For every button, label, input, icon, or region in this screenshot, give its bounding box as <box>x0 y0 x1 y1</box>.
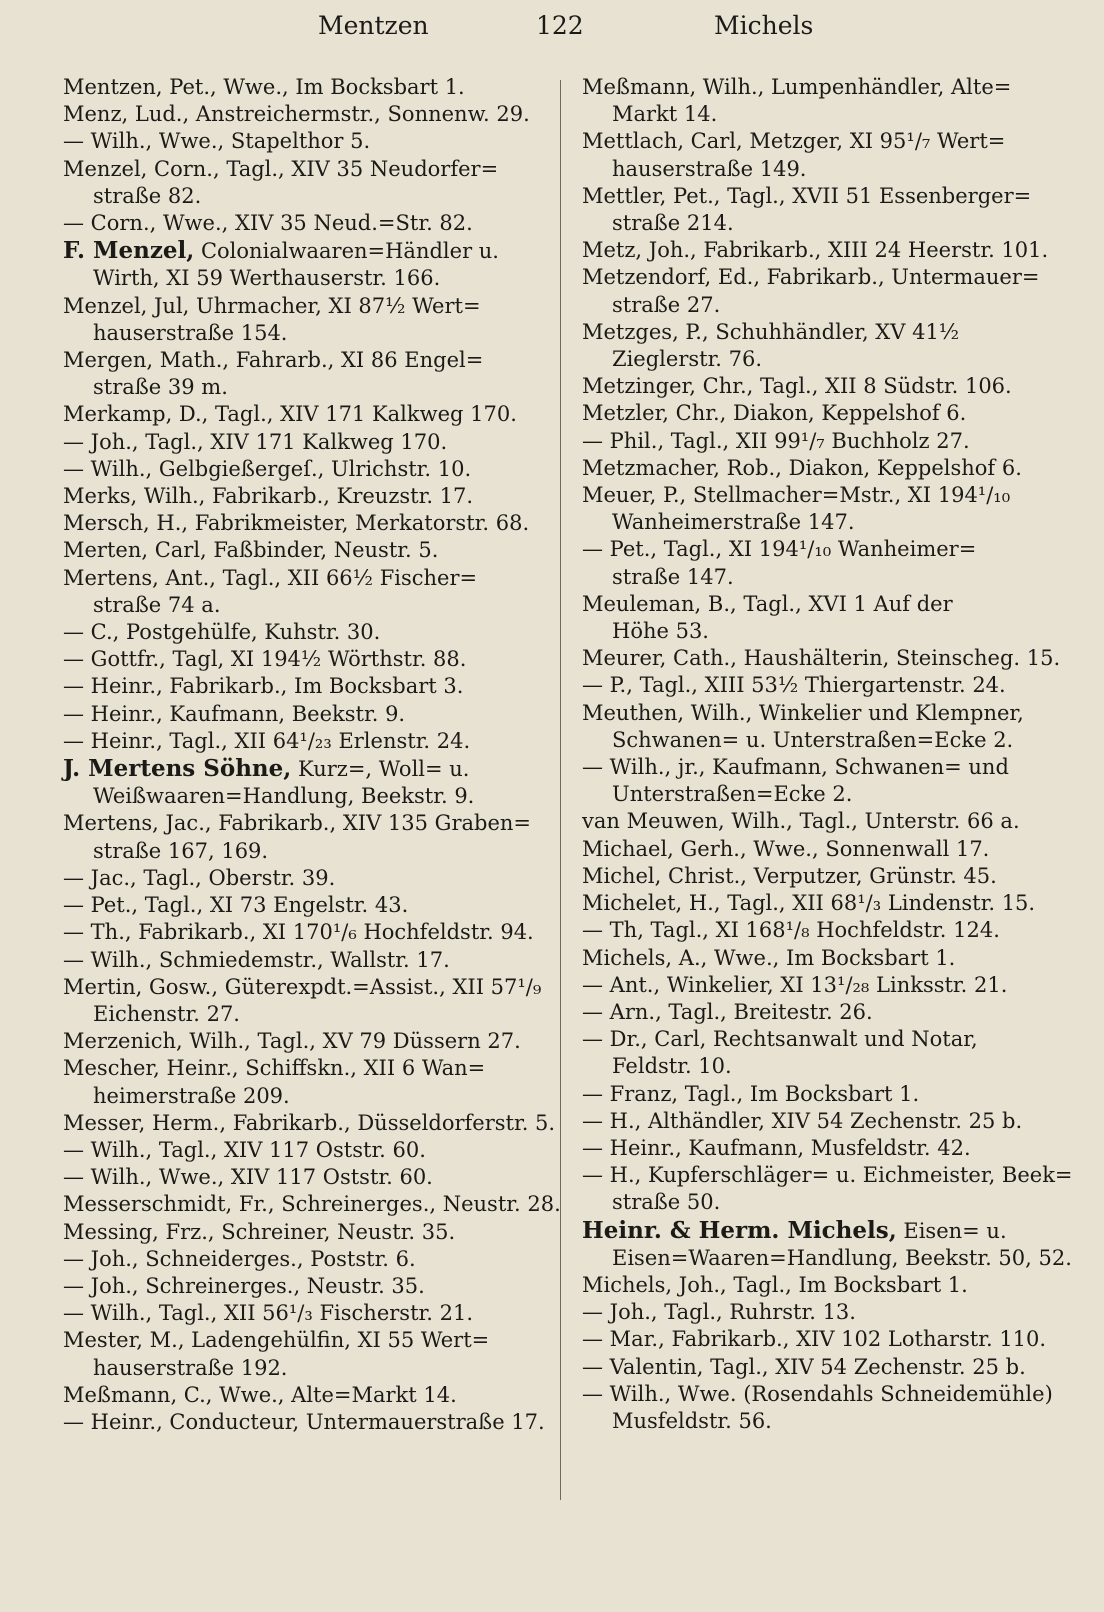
entry-line <box>63 1410 545 1434</box>
directory-entry <box>582 999 1068 1026</box>
directory-entry <box>582 972 1068 999</box>
directory-entry <box>582 700 1068 754</box>
entry-text: Meuleman, B., Tagl., XVI 1 Auf der <box>582 591 953 616</box>
directory-entry <box>63 755 549 810</box>
directory-entry <box>582 917 1068 944</box>
entry-text: Mescher, Heinr., Schiffskn., XII 6 Wan= <box>63 1056 486 1081</box>
entry-text: Meßmann, Wilh., Lumpenhändler, Alte= <box>582 75 1012 99</box>
entry-line <box>63 1138 426 1162</box>
entry-text: Meßmann, C., Wwe., Alte=Markt 14. <box>63 1382 457 1407</box>
entry-text: Meuthen, Wilh., Winkelier und Klempner, <box>582 700 1024 725</box>
entry-line <box>63 1274 425 1298</box>
entry-text: — Heinr., Kaufmann, Beekstr. 9. <box>63 701 406 726</box>
entry-line <box>63 948 450 972</box>
entry-line <box>63 674 463 698</box>
entry-text: — Th, Tagl., XI 168¹/₈ Hochfeldstr. 124. <box>582 918 1000 943</box>
entry-line <box>582 1216 1007 1244</box>
entry-text: — Wilh., Wwe., Stapelthor 5. <box>63 129 371 154</box>
entry-continuation: Schwanen= u. Unterstraßen=Ecke 2. <box>612 727 1014 752</box>
directory-entry <box>582 237 1068 264</box>
entry-line <box>582 456 1022 480</box>
entry-continuation: Weißwaaren=Handlung, Beekstr. 9. <box>93 784 475 809</box>
left-column <box>63 74 561 1436</box>
entry-line <box>63 294 481 318</box>
directory-entry <box>582 1299 1068 1326</box>
entry-line <box>582 75 1011 99</box>
entry-line <box>63 1165 433 1189</box>
entry-continuation: Zieglerstr. 76. <box>612 347 763 372</box>
entry-text: — Valentin, Tagl., XIV 54 Zechenstr. 25 b. <box>582 1354 1026 1379</box>
directory-entry <box>582 428 1068 455</box>
entry-text: — Gottfr., Tagl, XI 194½ Wörthstr. 88. <box>63 647 467 672</box>
entry-line <box>63 75 465 99</box>
entry-text: Metz, Joh., Fabrikarb., XIII 24 Heerstr. 101. <box>582 238 1049 263</box>
directory-entry <box>63 483 549 510</box>
directory-entry <box>63 1191 561 1218</box>
entry-text: Michel, Christ., Verputzer, Grünstr. 45. <box>582 863 997 888</box>
directory-entry <box>63 565 549 619</box>
entry-text: — Wilh., Tagl., XIV 117 Oststr. 60. <box>63 1137 426 1162</box>
directory-entry <box>63 619 549 646</box>
directory-entry <box>582 890 1068 917</box>
entry-firm-name: F. Menzel, <box>63 237 195 265</box>
entry-line <box>582 592 953 616</box>
directory-entry <box>63 1327 549 1381</box>
entry-text: Metzges, P., Schuhhändler, XV 41½ <box>582 319 960 344</box>
entry-line <box>582 1163 1073 1187</box>
entry-line <box>63 1328 489 1352</box>
directory-entry <box>63 74 549 101</box>
directory-entry <box>63 1273 549 1300</box>
entry-continuation: Eichenstr. 27. <box>93 1001 240 1026</box>
entry-continuation: straße 50. <box>612 1190 721 1215</box>
entry-line <box>582 374 1012 398</box>
directory-entry <box>63 1246 549 1273</box>
entry-line <box>63 211 473 235</box>
entry-text: — H., Althändler, XIV 54 Zechenstr. 25 b. <box>582 1108 1023 1133</box>
entry-text: — Dr., Carl, Rechtsanwalt und Notar, <box>582 1027 978 1052</box>
entry-text: Kurz=, Woll= u. <box>291 757 470 782</box>
column-divider <box>560 80 561 1500</box>
directory-entry <box>582 591 1068 645</box>
entry-text: — Mar., Fabrikarb., XIV 102 Lotharstr. 110. <box>582 1327 1047 1352</box>
entry-line <box>63 866 335 890</box>
entry-line <box>63 430 447 454</box>
entry-text: — Wilh., jr., Kaufmann, Schwanen= und <box>582 755 1009 780</box>
directory-entry <box>63 347 549 401</box>
entry-text: — Joh., Tagl., XIV 171 Kalkweg 170. <box>63 429 448 454</box>
entry-text: Meuer, P., Stellmacher=Mstr., XI 194¹/₁₀ <box>582 483 1011 508</box>
directory-entry <box>63 1055 549 1109</box>
entry-line <box>63 1056 485 1080</box>
directory-entry <box>63 701 549 728</box>
directory-entry <box>582 645 1068 672</box>
directory-entry <box>582 1381 1068 1435</box>
entry-line <box>582 1027 978 1051</box>
directory-entry <box>63 810 549 864</box>
entry-line <box>63 811 531 835</box>
entry-text: — Ant., Winkelier, XI 13¹/₂₈ Linksstr. 21. <box>582 972 1008 997</box>
entry-text: — Pet., Tagl., XI 73 Engelstr. 43. <box>63 893 409 918</box>
directory-entry <box>63 919 549 946</box>
entry-line <box>582 184 1031 208</box>
directory-entry <box>582 373 1068 400</box>
entry-text: — Heinr., Tagl., XII 64¹/₂₃ Erlenstr. 24. <box>63 728 471 753</box>
entry-line <box>582 265 1039 289</box>
entry-line <box>63 484 473 508</box>
directory-entry <box>63 128 549 155</box>
entry-text: — Joh., Schneiderges., Poststr. 6. <box>63 1246 416 1271</box>
entry-line <box>63 538 438 562</box>
directory-entry <box>582 1272 1068 1299</box>
entry-line <box>63 102 530 126</box>
entry-text: Mettler, Pet., Tagl., XVII 51 Essenberger= <box>582 183 1032 208</box>
directory-entry <box>582 754 1068 808</box>
entry-line <box>582 320 959 344</box>
entry-line <box>582 1300 856 1324</box>
entry-text: Mersch, H., Fabrikmeister, Merkatorstr. 68. <box>63 511 530 536</box>
directory-entry <box>582 319 1068 373</box>
entry-line <box>582 401 966 425</box>
directory-entry <box>63 1300 549 1327</box>
entry-text: Michels, A., Wwe., Im Bocksbart 1. <box>582 945 956 970</box>
entry-text: — Phil., Tagl., XII 99¹/₇ Buchholz 27. <box>582 428 970 453</box>
entry-text: — H., Kupferschläger= u. Eichmeister, Beek= <box>582 1163 1073 1188</box>
entry-text: Colonialwaaren=Händler u. <box>194 239 499 264</box>
entry-text: Michelet, H., Tagl., XII 68¹/₃ Lindenstr. 15. <box>582 891 1036 916</box>
directory-entry <box>582 128 1068 182</box>
entry-line <box>63 566 477 590</box>
entry-text: — C., Postgehülfe, Kuhstr. 30. <box>63 620 381 645</box>
entry-text: Messer, Herm., Fabrikarb., Düsseldorferstr. 5. <box>63 1110 556 1135</box>
directory-entry <box>582 455 1068 482</box>
entry-line <box>63 511 529 535</box>
entry-text: — P., Tagl., XIII 53½ Thiergartenstr. 24. <box>582 673 1006 698</box>
entry-text: Mertin, Gosw., Güterexpdt.=Assist., XII 57¹/₉ <box>63 974 542 999</box>
entry-text: — Jac., Tagl., Oberstr. 39. <box>63 865 336 890</box>
entry-text: — Th., Fabrikarb., XI 170¹/₆ Hochfeldstr. 94. <box>63 920 534 945</box>
entry-firm-name: J. Mertens Söhne, <box>63 755 292 783</box>
directory-entry <box>582 1135 1068 1162</box>
entry-line <box>63 239 499 263</box>
entry-line <box>63 1220 455 1244</box>
directory-entry <box>63 401 549 428</box>
entry-text: — Wilh., Schmiedemstr., Wallstr. 17. <box>63 947 450 972</box>
entry-text: Messing, Frz., Schreiner, Neustr. 35. <box>63 1219 456 1244</box>
entry-line <box>63 647 466 671</box>
entry-line <box>582 646 1060 670</box>
directory-entry <box>63 646 549 673</box>
entry-text: Menz, Lud., Anstreichermstr., Sonnenw. 29. <box>63 102 530 127</box>
directory-entry <box>582 482 1068 536</box>
directory-entry <box>63 728 549 755</box>
directory-entry <box>63 510 549 537</box>
entry-continuation: straße 39 m. <box>93 375 228 400</box>
entry-line <box>63 920 534 944</box>
directory-entry <box>63 429 549 456</box>
entry-line <box>582 483 1010 507</box>
entry-continuation: Wanheimerstraße 147. <box>612 510 855 535</box>
entry-line <box>63 620 380 644</box>
entry-continuation: Unterstraßen=Ecke 2. <box>612 782 853 807</box>
directory-entry <box>582 672 1068 699</box>
entry-continuation: Markt 14. <box>612 102 718 127</box>
header-left-keyword: Mentzen <box>318 11 429 40</box>
entry-line <box>582 918 1000 942</box>
directory-entry <box>63 974 549 1028</box>
entry-continuation: straße 214. <box>612 211 734 236</box>
entry-firm-name: Heinr. & Herm. Michels, <box>582 1216 897 1244</box>
directory-entry <box>582 74 1068 128</box>
directory-entry <box>63 237 549 292</box>
entry-line <box>63 1301 473 1325</box>
directory-entry <box>63 1110 556 1137</box>
entry-continuation: straße 82. <box>93 183 202 208</box>
directory-entry <box>582 1354 1068 1381</box>
directory-entry <box>582 264 1068 318</box>
entry-line <box>582 1355 1026 1379</box>
entry-continuation: Höhe 53. <box>612 619 709 644</box>
entry-line <box>63 348 483 372</box>
directory-entry <box>582 1108 1068 1135</box>
entry-continuation: Wirth, XI 59 Werthauserstr. 166. <box>93 266 441 291</box>
directory-entry <box>582 1081 1068 1108</box>
right-column <box>582 74 1073 1435</box>
entry-line <box>582 946 955 970</box>
entry-line <box>582 1273 968 1297</box>
directory-entry <box>582 836 1068 863</box>
entry-line <box>582 429 970 453</box>
entry-line <box>582 129 1005 153</box>
entry-line <box>582 755 1009 779</box>
entry-text: Metzler, Chr., Diakon, Keppelshof 6. <box>582 401 967 426</box>
entry-line <box>63 129 370 153</box>
entry-continuation: Musfeldstr. 56. <box>612 1408 772 1433</box>
entry-line <box>63 1029 521 1053</box>
entry-line <box>582 1327 1046 1351</box>
directory-entry <box>63 293 549 347</box>
entry-line <box>582 673 1006 697</box>
directory-entry <box>63 101 549 128</box>
entry-text: Menzel, Corn., Tagl., XIV 35 Neudorfer= <box>63 156 499 181</box>
entry-line <box>63 157 498 181</box>
entry-continuation: heimerstraße 209. <box>93 1083 290 1108</box>
entry-continuation: hauserstraße 154. <box>93 320 288 345</box>
entry-line <box>582 809 1020 833</box>
directory-entry <box>582 945 1068 972</box>
directory-entry <box>63 210 549 237</box>
entry-line <box>63 702 405 726</box>
directory-entry <box>63 1409 549 1436</box>
directory-entry <box>63 456 549 483</box>
directory-entry <box>582 183 1068 237</box>
entry-continuation: straße 74 a. <box>93 592 221 617</box>
directory-entry <box>582 1326 1068 1353</box>
entry-text: — Pet., Tagl., XI 194¹/₁₀ Wanheimer= <box>582 537 977 562</box>
directory-entry <box>63 1219 549 1246</box>
entry-text: — Arn., Tagl., Breitestr. 26. <box>582 999 873 1024</box>
entry-line <box>582 864 997 888</box>
entry-line <box>63 975 541 999</box>
entry-continuation: Feldstr. 10. <box>612 1054 732 1079</box>
directory-entry <box>582 536 1068 590</box>
entry-text: — Heinr., Conducteur, Untermauerstraße 17. <box>63 1409 545 1434</box>
directory-entry <box>63 1137 549 1164</box>
entry-text: Meurer, Cath., Haushälterin, Steinscheg. 15. <box>582 646 1061 671</box>
entry-line <box>63 757 469 781</box>
entry-line <box>582 1382 1053 1406</box>
entry-text: Mertens, Ant., Tagl., XII 66½ Fischer= <box>63 565 478 590</box>
entry-line <box>63 729 470 753</box>
entry-text: — Wilh., Wwe. (Rosendahls Schneidemühle) <box>582 1381 1053 1406</box>
entry-line <box>63 1111 555 1135</box>
directory-entry <box>582 1026 1068 1080</box>
entry-line <box>582 1109 1022 1133</box>
entry-continuation: Eisen=Waaren=Handlung, Beekstr. 50, 52. <box>612 1245 1072 1270</box>
entry-text: Metzendorf, Ed., Fabrikarb., Untermauer= <box>582 265 1040 290</box>
entry-text: — Wilh., Wwe., XIV 117 Oststr. 60. <box>63 1165 433 1190</box>
entry-text: Mester, M., Ladengehülfin, XI 55 Wert= <box>63 1328 490 1353</box>
entry-text: — Joh., Tagl., Ruhrstr. 13. <box>582 1300 856 1325</box>
entry-text: — Heinr., Kaufmann, Musfeldstr. 42. <box>582 1135 971 1160</box>
entry-text: Merks, Wilh., Fabrikarb., Kreuzstr. 17. <box>63 484 474 509</box>
entry-text: Mettlach, Carl, Metzger, XI 95¹/₇ Wert= <box>582 129 1006 154</box>
entry-line <box>582 973 1007 997</box>
entry-text: Menzel, Jul, Uhrmacher, XI 87½ Wert= <box>63 293 481 318</box>
entry-line <box>582 891 1035 915</box>
entry-line <box>582 1136 971 1160</box>
entry-text: Eisen= u. <box>896 1218 1007 1243</box>
directory-entry <box>63 673 549 700</box>
entry-continuation: hauserstraße 149. <box>612 156 807 181</box>
entry-text: Michels, Joh., Tagl., Im Bocksbart 1. <box>582 1272 968 1297</box>
entry-line <box>63 1192 561 1216</box>
entry-line <box>582 238 1048 262</box>
directory-entry <box>63 156 549 210</box>
entry-line <box>582 701 1024 725</box>
entry-text: — Heinr., Fabrikarb., Im Bocksbart 3. <box>63 674 464 699</box>
entry-text: Merten, Carl, Faßbinder, Neustr. 5. <box>63 538 439 563</box>
entry-text: — Joh., Schreinerges., Neustr. 35. <box>63 1273 425 1298</box>
entry-continuation: straße 27. <box>612 292 721 317</box>
entry-text: Messerschmidt, Fr., Schreinerges., Neustr. 28. <box>63 1192 561 1217</box>
directory-entry <box>582 1162 1073 1216</box>
header-right-keyword: Michels <box>714 11 814 40</box>
directory-entry <box>582 1216 1072 1272</box>
directory-entry <box>63 892 549 919</box>
entry-text: — Wilh., Gelbgießergeſ., Ulrichstr. 10. <box>63 456 472 481</box>
entry-line <box>582 1082 919 1106</box>
page-number: 122 <box>536 11 584 40</box>
directory-entry <box>63 865 549 892</box>
entry-line <box>63 1383 457 1407</box>
directory-entry <box>63 947 549 974</box>
entry-text: Merkamp, D., Tagl., XIV 171 Kalkweg 170. <box>63 402 517 427</box>
entry-line <box>582 1000 873 1024</box>
entry-text: Metzinger, Chr., Tagl., XII 8 Südstr. 106. <box>582 374 1012 399</box>
entry-continuation: straße 167, 169. <box>93 838 269 863</box>
directory-entry <box>63 1028 549 1055</box>
entry-continuation: hauserstraße 192. <box>93 1355 288 1380</box>
entry-text: Metzmacher, Rob., Diakon, Keppelshof 6. <box>582 455 1022 480</box>
entry-line <box>63 457 471 481</box>
entry-text: — Wilh., Tagl., XII 56¹/₃ Fischerstr. 21. <box>63 1301 473 1326</box>
directory-entry <box>63 1382 549 1409</box>
directory-entry <box>63 1164 549 1191</box>
entry-text: van Meuwen, Wilh., Tagl., Unterstr. 66 a. <box>582 809 1020 834</box>
entry-text: Mergen, Math., Fahrarb., XI 86 Engel= <box>63 348 484 373</box>
entry-line <box>63 893 408 917</box>
directory-entry <box>582 808 1068 835</box>
directory-entry <box>63 537 549 564</box>
directory-entry <box>582 863 1068 890</box>
page-header <box>0 8 1104 44</box>
entry-text: — Franz, Tagl., Im Bocksbart 1. <box>582 1081 920 1106</box>
entry-continuation: straße 147. <box>612 564 734 589</box>
directory-entry <box>582 400 1068 427</box>
entry-line <box>63 1247 416 1271</box>
entry-line <box>63 402 517 426</box>
entry-text: Merzenich, Wilh., Tagl., XV 79 Düssern 27. <box>63 1029 521 1054</box>
entry-text: Michael, Gerh., Wwe., Sonnenwall 17. <box>582 836 990 861</box>
entry-text: — Corn., Wwe., XIV 35 Neud.=Str. 82. <box>63 211 473 236</box>
entry-text: Mentzen, Pet., Wwe., Im Bocksbart 1. <box>63 75 465 99</box>
entry-line <box>582 537 976 561</box>
entry-line <box>582 837 989 861</box>
entry-text: Mertens, Jac., Fabrikarb., XIV 135 Graben= <box>63 811 531 836</box>
